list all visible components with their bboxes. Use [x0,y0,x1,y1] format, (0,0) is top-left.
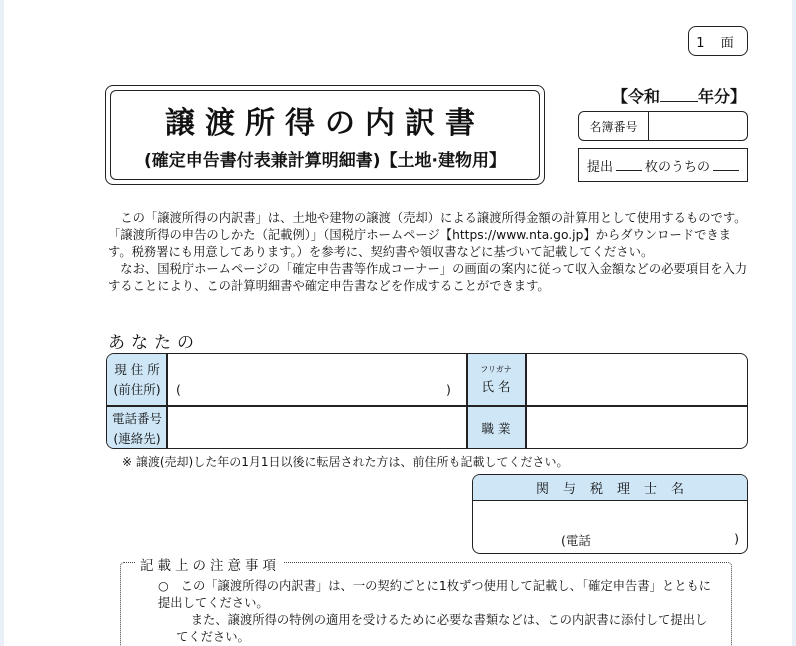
caution-text [158,578,718,646]
occupation-label-cell [467,407,525,449]
phone-label-cell [107,407,167,449]
table-divider [166,354,168,449]
caution-line-2: また、譲渡所得の特例の適用を受けるために必要な書類などは、この内訳書に添付して提出してください。 [176,613,708,644]
table-divider [466,354,468,449]
table-divider [107,405,748,407]
address-field[interactable] [168,354,466,406]
name-label: 氏 名 [481,379,511,394]
table-divider [525,354,527,449]
address-paren-open: ( [176,382,181,397]
year-input-blank[interactable] [660,88,698,102]
document-title: 譲渡所得の内訳書 [165,106,485,141]
year-field [612,84,746,107]
tax-accountant-box [472,474,748,554]
address-label: 現 住 所 [114,362,160,377]
caution-item [158,578,718,612]
caution-line-1: この「譲渡所得の内訳書」は、一の契約ごとに1枚ずつ使用して記載し、「確定申告書」とともに提出してください。 [158,579,712,610]
registry-number-box [578,111,748,141]
year-prefix: 【令和 [612,87,661,106]
address-paren-close: ) [446,382,451,397]
submission-count-box [578,148,748,182]
submit-middle: 枚のうちの [645,159,711,175]
tax-accountant-header: 関与税理士名 [473,475,747,501]
contact-label: (連絡先) [113,430,161,446]
previous-address-label: (前住所) [113,382,161,397]
registry-number-label: 名簿番号 [579,112,649,140]
submit-total-blank[interactable] [616,159,642,171]
personal-info-table [106,353,748,449]
intro-text [108,210,748,295]
name-field[interactable] [526,354,748,406]
caution-bullet: ○ [158,579,169,593]
registry-number-field[interactable] [649,112,747,140]
submit-prefix: 提出 [587,159,614,175]
occupation-field[interactable] [526,407,748,449]
address-label-cell [107,354,167,406]
submit-index-blank[interactable] [713,159,739,171]
tax-accountant-phone-label: (電話 [561,533,591,548]
name-label-cell [467,354,525,406]
tax-accountant-phone-close: ) [734,531,739,546]
phone-field[interactable] [168,407,466,449]
document-subtitle: (確定申告書付表兼計算明細書)【土地·建物用】 [144,151,506,171]
occupation-label: 職 業 [481,420,511,436]
address-note: ※ 譲渡(売却)した年の1月1日以後に転居された方は、前住所も記載してください。 [122,455,569,469]
intro-paragraph-1: この「譲渡所得の内訳書」は、土地や建物の譲渡（売却）による譲渡所得金額の計算用として使用するものです。「譲渡所得の申告のしかた（記載例）」（国税庁ホームページ【https://www.nta.go.jp】からダウンロードできます。税務署にも用意してあります。）を参考に、契約書や領収書などに基づいて記載してください。 [108,211,747,259]
page-number-badge: 1 面 [688,26,748,56]
year-suffix: 年分】 [698,87,747,106]
phone-label: 電話番号 [111,410,162,426]
caution-title: 記載上の注意事項 [136,554,284,574]
you-heading: あなたの [108,333,200,353]
intro-paragraph-2: なお、国税庁ホームページの「確定申告書等作成コーナー」の画面の案内に従って収入金額などの必要項目を入力することにより、この計算明細書や確定申告書などを作成することができます。 [108,262,748,293]
furigana-label: フリガナ [480,365,512,374]
